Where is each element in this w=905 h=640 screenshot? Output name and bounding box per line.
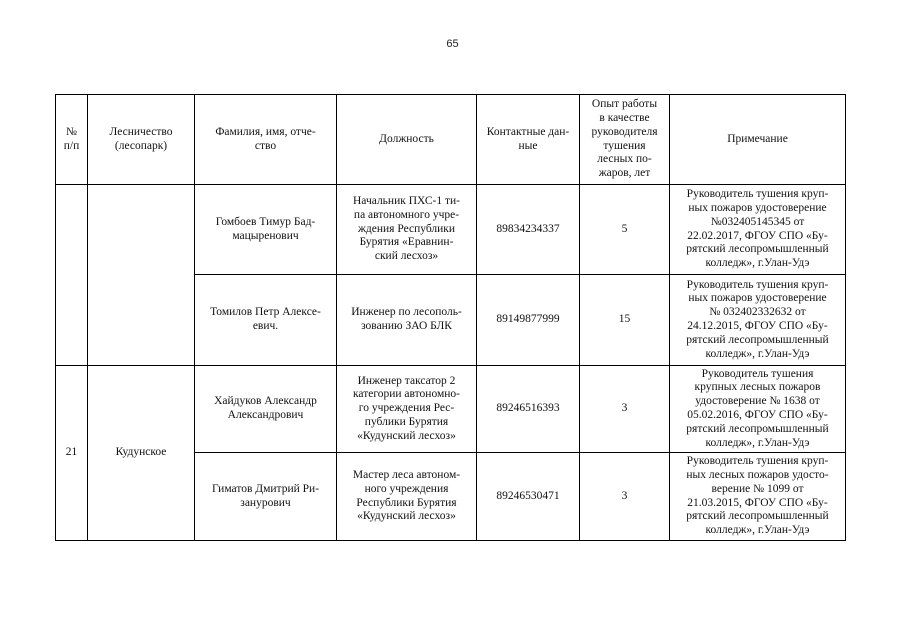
header-name: Фамилия, имя, отче- ство	[195, 95, 337, 185]
experience-cell: 3	[580, 366, 670, 453]
name-cell: Гомбоев Тимур Бад- мацыренович	[195, 185, 337, 275]
header-num: № п/п	[56, 95, 88, 185]
name-cell: Хайдуков Александр Александрович	[195, 366, 337, 453]
note-cell: Руководитель тушения круп- ных лесных пожаров удосто- верение № 1099 от 21.03.2015, ФГОУ СПО «Бу- рятский лесопромышленный колледж», г.Улан-Удэ	[670, 453, 846, 541]
contact-cell: 89246530471	[477, 453, 580, 541]
page-number: 65	[446, 38, 459, 50]
experience-cell: 5	[580, 185, 670, 275]
contact-cell: 89246516393	[477, 366, 580, 453]
position-cell: Инженер по лесополь- зованию ЗАО БЛК	[337, 275, 477, 366]
name-cell: Томилов Петр Алексе- евич.	[195, 275, 337, 366]
note-cell: Руководитель тушения крупных лесных пожаров удостоверение № 1638 от 05.02.2016, ФГОУ СПО «Бу- рятский лесопромышленный колледж», г.Улан-Удэ	[670, 366, 846, 453]
position-cell: Инженер таксатор 2 категории автономно- го учреждения Рес- публики Бурятия «Кудунский лесхоз»	[337, 366, 477, 453]
note-cell: Руководитель тушения круп- ных пожаров удостоверение № 032402332632 от 24.12.2015, ФГОУ СПО «Бу- рятский лесопромышленный колледж», г.Улан-Удэ	[670, 275, 846, 366]
header-forestry: Лесничество (лесопарк)	[88, 95, 195, 185]
staff-table	[55, 94, 846, 541]
name-cell: Гиматов Дмитрий Ри- занурович	[195, 453, 337, 541]
group-forestry-cell	[88, 185, 195, 366]
group-forestry-cell: Кудунское	[88, 366, 195, 541]
header-note: Примечание	[670, 95, 846, 185]
table-header-row	[56, 95, 846, 185]
header-experience: Опыт работы в качестве руководителя тушения лесных по- жаров, лет	[580, 95, 670, 185]
table-row	[56, 185, 846, 275]
header-contact: Контактные дан- ные	[477, 95, 580, 185]
group-num-cell	[56, 185, 88, 366]
contact-cell: 89149877999	[477, 275, 580, 366]
contact-cell: 89834234337	[477, 185, 580, 275]
experience-cell: 3	[580, 453, 670, 541]
table-row	[56, 366, 846, 453]
group-num-cell: 21	[56, 366, 88, 541]
position-cell: Мастер леса автоном- ного учреждения Республики Бурятия «Кудунский лесхоз»	[337, 453, 477, 541]
note-cell: Руководитель тушения круп- ных пожаров удостоверение №032405145345 от 22.02.2017, ФГОУ СПО «Бу- рятский лесопромышленный колледж», г.Улан-Удэ	[670, 185, 846, 275]
position-cell: Начальник ПХС-1 ти- па автономного учре- ждения Республики Бурятия «Еравнин- ский лесхоз»	[337, 185, 477, 275]
header-position: Должность	[337, 95, 477, 185]
experience-cell: 15	[580, 275, 670, 366]
